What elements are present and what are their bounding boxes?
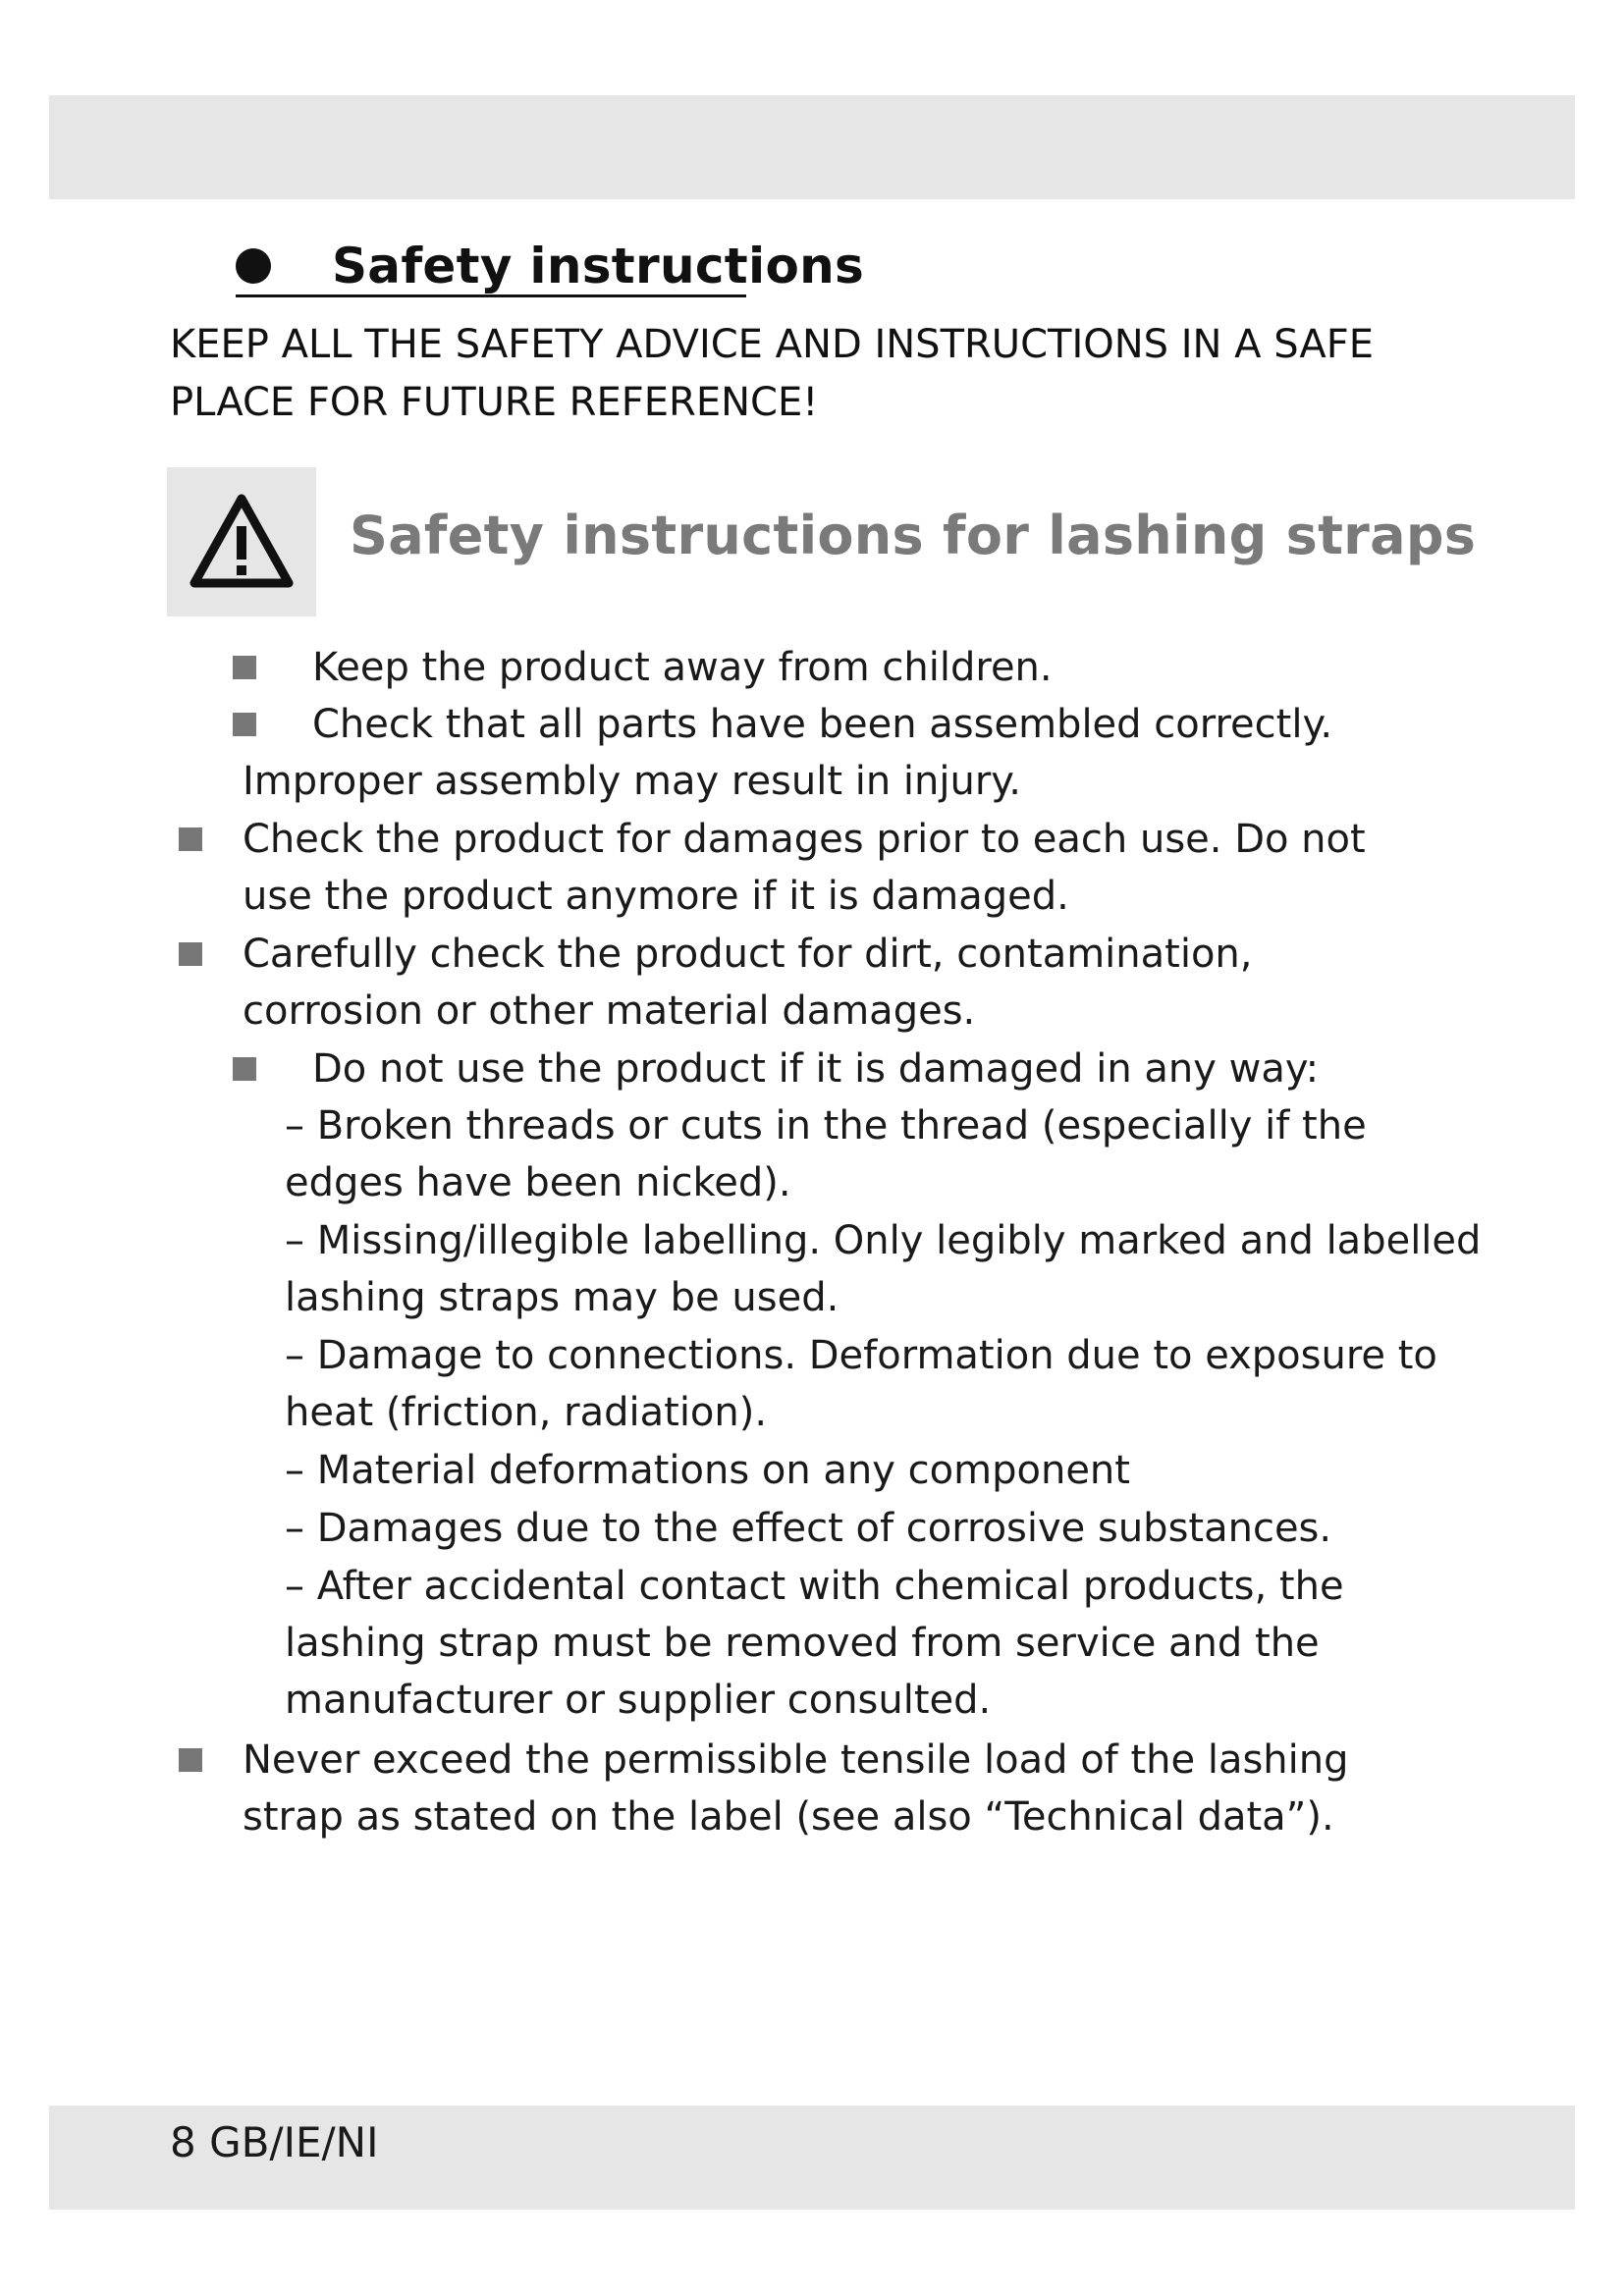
damage-item: – Material deformations on any component [285,1448,1130,1493]
bullet-item: Carefully check the product for dirt, contamination, corrosion or other material damages. [243,932,1253,1034]
damage-item: – Missing/illegible labelling. Only legibly marked and labelled lashing straps may be used. [285,1218,1482,1320]
bullet-dot-icon [236,248,271,284]
damage-item: – Broken threads or cuts in the thread (especially if the edges have been nicked). [285,1103,1367,1205]
bullet-item: Do not use the product if it is damaged in any way: [312,1046,1320,1092]
bullet-square-icon [179,1748,202,1772]
bullet-square-icon [233,1057,256,1081]
page-number: 8 GB/IE/NI [170,2118,379,2166]
damage-item: – After accidental contact with chemical products, the lashing strap must be removed from service and the manufacturer or supplier consulted. [285,1564,1344,1723]
bullet-item: Check that all parts have been assembled correctly. Improper assembly may result in injury. [243,702,1333,804]
section-title: Safety instructions [332,238,865,294]
subsection-title: Safety instructions for lashing straps [350,505,1477,566]
keep-notice: KEEP ALL THE SAFETY ADVICE AND INSTRUCTIONS IN A SAFE PLACE FOR FUTURE REFERENCE! [170,322,1375,425]
header-band [49,95,1575,199]
damage-item: – Damage to connections. Deformation due to exposure to heat (friction, radiation). [285,1333,1437,1435]
bullet-item: Keep the product away from children. [312,645,1053,690]
bullet-item: Check the product for damages prior to each use. Do not use the product anymore if it is damaged. [243,817,1366,919]
bullet-item: Never exceed the permissible tensile load of the lashing strap as stated on the label (see also “Technical data”). [243,1737,1349,1840]
warning-icon-box [167,467,316,616]
heading-underline [236,294,746,297]
damage-item: – Damages due to the effect of corrosive substances. [285,1506,1332,1551]
bullet-square-icon [179,828,202,851]
section-heading [236,232,864,300]
warning-triangle-icon [187,491,297,593]
bullet-square-icon [233,656,256,679]
bullet-square-icon [179,942,202,966]
